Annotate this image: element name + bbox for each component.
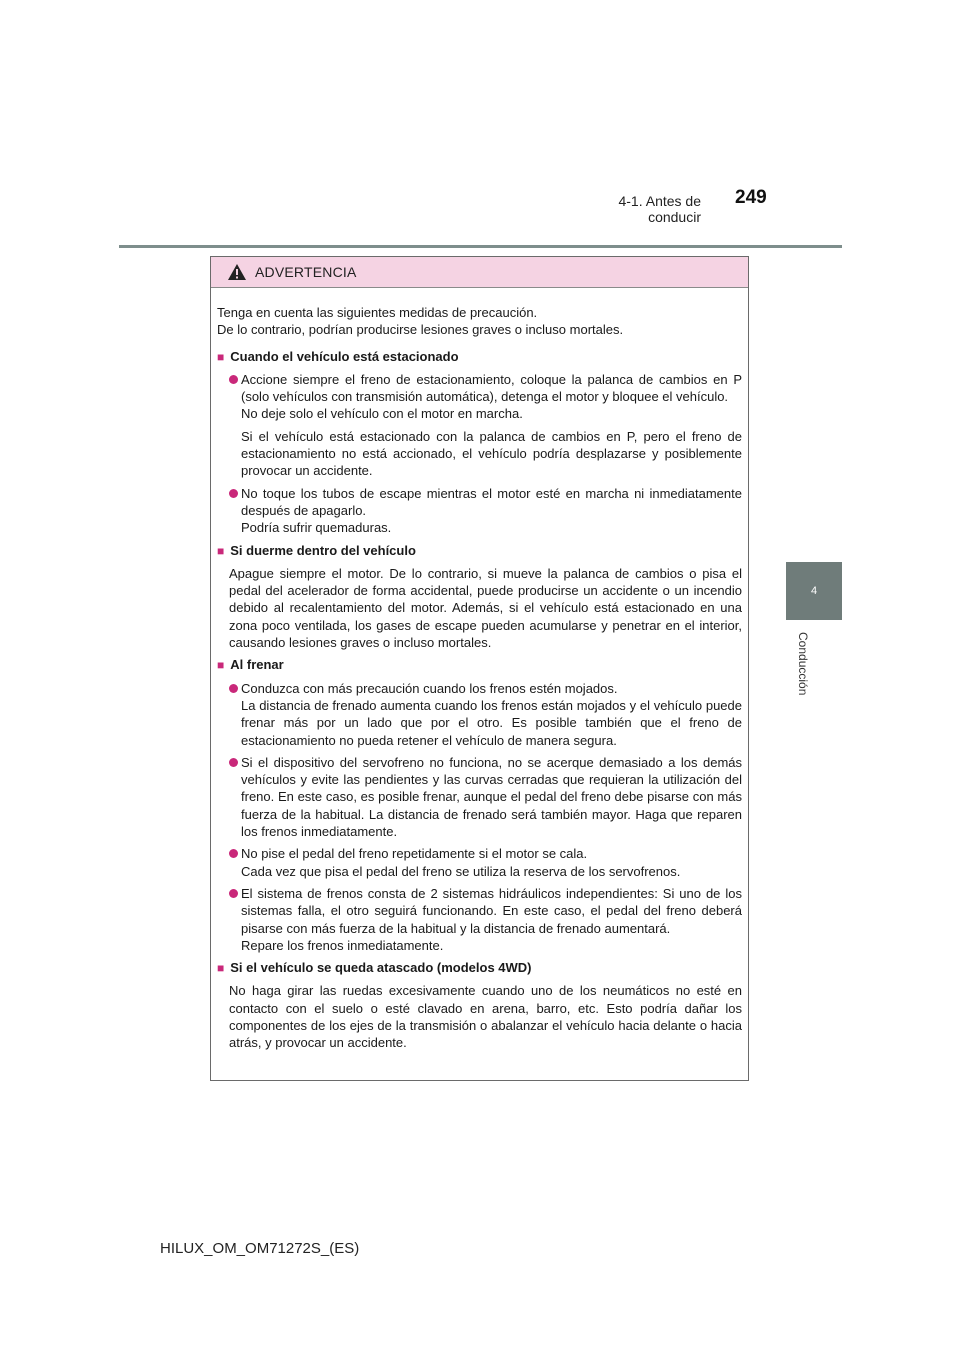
warning-body xyxy=(211,288,748,1052)
chapter-label: Conducción xyxy=(796,632,810,696)
list-item xyxy=(217,845,742,880)
header-divider xyxy=(119,245,842,248)
page-number: 249 xyxy=(735,187,767,208)
paragraph: Conduzca con más precaución cuando los frenos estén mojados. xyxy=(241,680,618,696)
list-item xyxy=(217,680,742,749)
section-heading-text: Si duerme dentro del vehículo xyxy=(230,542,416,558)
square-bullet-icon: ■ xyxy=(217,543,225,558)
paragraph: No deje solo el vehículo con el motor en marcha. xyxy=(241,406,523,422)
section-heading-stuck xyxy=(217,959,742,977)
section-heading-text: Cuando el vehículo está estacionado xyxy=(230,348,459,364)
paragraph: No haga girar las ruedas excesivamente cuando uno de los neumáticos no esté en contacto con el suelo o esté clavado en arena, barro, etc. Esto podría dañar los componentes de los ejes de la transmisión o abalanzar el vehículo hacia delante o hacia atrás, y provocar un accidente. xyxy=(229,983,742,1051)
list-item xyxy=(217,885,742,954)
section-title: 4-1. Antes de conducir xyxy=(618,193,701,225)
list-item xyxy=(217,754,742,840)
section-paragraph xyxy=(217,982,742,1051)
paragraph: No toque los tubos de escape mientras el motor esté en marcha ni inmediatamente después de apagarlo. xyxy=(241,485,742,518)
section-paragraph xyxy=(217,565,742,651)
list-item xyxy=(217,371,742,480)
paragraph: Si el vehículo está estacionado con la palanca de cambios en P, pero el freno de estacionamiento no está accionado, el vehículo podría desplazarse y posiblemente provocar un accidente. xyxy=(241,428,742,479)
section-heading-braking xyxy=(217,656,742,674)
section-heading-text: Al frenar xyxy=(230,657,284,673)
paragraph: El sistema de frenos consta de 2 sistemas hidráulicos independientes: Si uno de los sistemas falla, el otro seguirá funcionando. En este caso, el pedal del freno deberá pisarse con más fuerza de la habitual y la distancia de frenado aumentará. xyxy=(241,885,742,936)
section-heading-text: Si el vehículo se queda atascado (modelos 4WD) xyxy=(230,960,532,976)
chapter-number: 4 xyxy=(810,585,818,597)
paragraph: La distancia de frenado aumenta cuando los frenos están mojados y el vehículo puede frenar más por un lado que por el otro. Es posible también que el freno de estacionamiento no pueda retener el vehículo de manera segura. xyxy=(241,697,742,748)
bullet-dot-icon xyxy=(229,889,238,898)
warning-title: ADVERTENCIA xyxy=(255,264,357,280)
intro-line-2: De lo contrario, podrían producirse lesiones graves o incluso mortales. xyxy=(217,322,624,338)
paragraph: Si el dispositivo del servofreno no funciona, no se acerque demasiado a los demás vehículos y evite las pendientes y las curvas cerradas que requieran la utilización del freno. En este caso, es posible frenar, aunque el pedal del freno debe pisarse con más fuerza de la habitual. La distancia de frenado será también mayor. Haga que reparen los frenos inmediatamente. xyxy=(241,754,742,840)
bullet-dot-icon xyxy=(229,849,238,858)
paragraph: Cada vez que pisa el pedal del freno se utiliza la reserva de los servofrenos. xyxy=(241,863,681,879)
section-heading-sleep xyxy=(217,542,742,560)
paragraph: No pise el pedal del freno repetidamente si el motor se cala. xyxy=(241,846,588,862)
warning-box xyxy=(210,256,749,1081)
bullet-dot-icon xyxy=(229,758,238,767)
paragraph: Apague siempre el motor. De lo contrario, si mueve la palanca de cambios o pisa el pedal del acelerador de forma accidental, puede producirse un accidente o un incendio debido al recalentamiento del motor. Además, si el vehículo está estacionado en una zona poco ventilada, los gases de escape pueden acumularse y penetrar en el interior, causando lesiones graves o incluso mortales. xyxy=(229,565,742,651)
warning-header xyxy=(211,257,748,288)
warning-icon xyxy=(227,263,247,281)
square-bullet-icon: ■ xyxy=(217,658,225,673)
paragraph: Repare los frenos inmediatamente. xyxy=(241,937,444,953)
bullet-dot-icon xyxy=(229,375,238,384)
chapter-tab xyxy=(786,562,842,620)
intro-line-1: Tenga en cuenta las siguientes medidas de precaución. xyxy=(217,305,538,320)
square-bullet-icon: ■ xyxy=(217,961,225,976)
square-bullet-icon: ■ xyxy=(217,349,225,364)
document-code: HILUX_OM_OM71272S_(ES) xyxy=(160,1240,360,1257)
paragraph: Accione siempre el freno de estacionamiento, coloque la palanca de cambios en P (solo vehículos con transmisión automática), detenga el motor y bloquee el vehículo. xyxy=(241,371,742,405)
paragraph: Podría sufrir quemaduras. xyxy=(241,520,392,536)
bullet-dot-icon xyxy=(229,684,238,693)
section-heading-parked xyxy=(217,348,742,366)
bullet-dot-icon xyxy=(229,489,238,498)
list-item xyxy=(217,485,742,537)
